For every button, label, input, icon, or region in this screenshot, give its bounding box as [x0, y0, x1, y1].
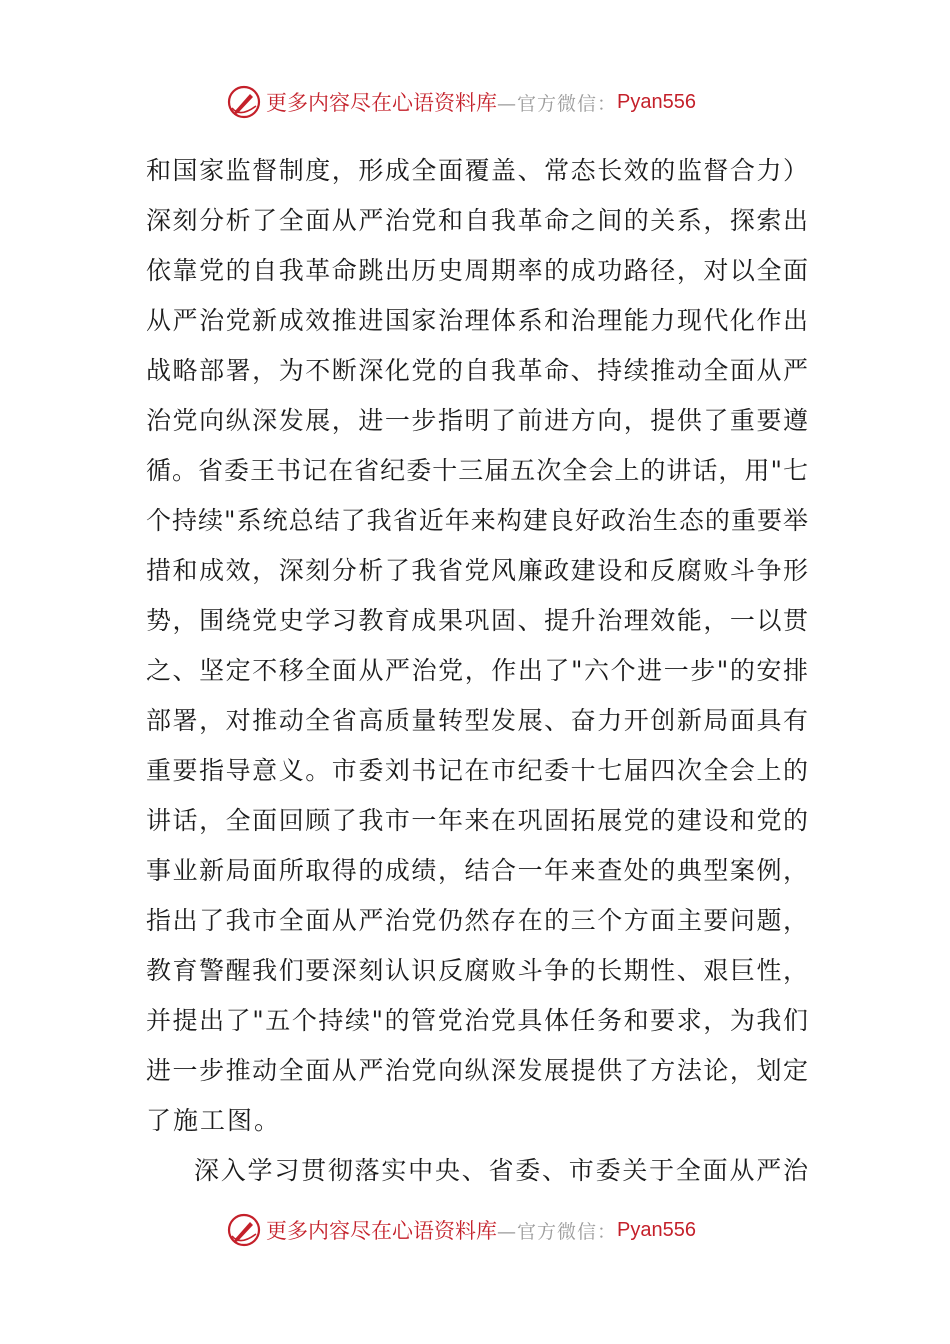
- text-line: 依靠党的自我革命跳出历史周期率的成功路径，对以全面: [146, 256, 808, 285]
- banner-subtitle: —官方微信：: [497, 92, 618, 115]
- text-line: 事业新局面所取得的成绩，结合一年来查处的典型案例，: [146, 856, 808, 885]
- pen-circle-logo-icon: [226, 84, 262, 120]
- text-line: 战略部署，为不断深化党的自我革命、持续推动全面从严: [146, 356, 808, 385]
- banner-subtitle: —官方微信：: [497, 1220, 618, 1243]
- text-line: 进一步推动全面从严治党向纵深发展提供了方法论，划定: [146, 1056, 808, 1085]
- text-line: 重要指导意义。市委刘书记在市纪委十七届四次全会上的: [146, 756, 808, 785]
- text-line: 了施工图。: [146, 1106, 282, 1135]
- text-line: 教育警醒我们要深刻认识反腐败斗争的长期性、艰巨性，: [146, 956, 808, 985]
- text-line: 并提出了"五个持续"的管党治党具体任务和要求，为我们: [146, 1006, 808, 1035]
- text-line: 讲话，全面回顾了我市一年来在巩固拓展党的建设和党的: [146, 806, 808, 835]
- banner-title: 更多内容尽在心语资料库: [266, 1219, 497, 1243]
- text-line: 指出了我市全面从严治党仍然存在的三个方面主要问题，: [146, 906, 808, 935]
- text-line: 部署，对推动全省高质量转型发展、奋力开创新局面具有: [146, 706, 808, 735]
- text-line: 势，围绕党史学习教育成果巩固、提升治理效能，一以贯: [146, 606, 808, 635]
- text-line: 循。省委王书记在省纪委十三届五次全会上的讲话，用"七: [146, 456, 808, 485]
- text-line: 从严治党新成效推进国家治理体系和治理能力现代化作出: [146, 306, 808, 335]
- header-banner: [226, 82, 696, 122]
- text-line: 和国家监督制度，形成全面覆盖、常态长效的监督合力）: [146, 156, 808, 185]
- pen-circle-logo-icon: [226, 1212, 262, 1248]
- paragraph-start-line: 深入学习贯彻落实中央、省委、市委关于全面从严治: [194, 1156, 808, 1185]
- document-body: [146, 146, 808, 1196]
- text-line: 措和成效，深刻分析了我省党风廉政建设和反腐败斗争形: [146, 556, 808, 585]
- banner-title: 更多内容尽在心语资料库: [266, 91, 497, 115]
- text-line: 深刻分析了全面从严治党和自我革命之间的关系，探索出: [146, 206, 808, 235]
- text-line: 治党向纵深发展，进一步指明了前进方向，提供了重要遵: [146, 406, 808, 435]
- banner-wechat-id: Pyan556: [617, 90, 696, 113]
- banner-wechat-id: Pyan556: [617, 1218, 696, 1241]
- footer-banner: [226, 1210, 696, 1250]
- text-line: 个持续"系统总结了我省近年来构建良好政治生态的重要举: [146, 506, 808, 535]
- text-line: 之、坚定不移全面从严治党，作出了"六个进一步"的安排: [146, 656, 808, 685]
